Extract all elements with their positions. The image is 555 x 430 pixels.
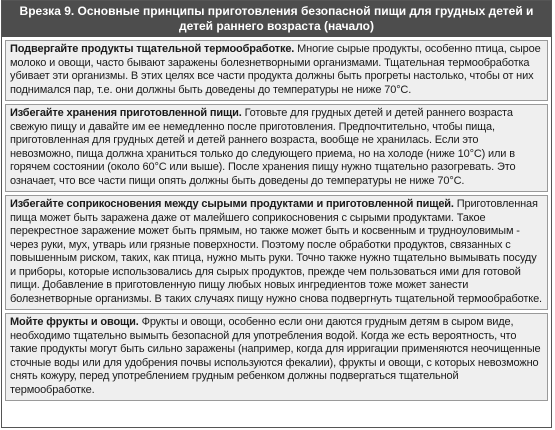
section-body: Фрукты и овощи, особенно если они даются грудным детям в сыром виде, необходимо тщательно вымыть безопасной для употребления водой. Когда же есть вероятность, что такие продукты могут быть сильно заражены (например, когда для ирригации применяются неочищенные сточные воды или для удобрения почвы используются фекалии), фрукты и овощи, с которых невозможно снять кожуру, перед употреблением грудным ребенком должны подвергаться тщательной термообработке. [10, 316, 541, 396]
section-body: Многие сырые продукты, особенно птица, сырое молоко и овощи, часто бывают заражены болезнетворными организмами. Тщательная термообработка убивает эти организмы. В этих целях все части продукта должны быть прогреты настолько, чтобы от них поднимался пар, т.е. они должны быть доведены до температуры не ниже 70°C. [10, 43, 541, 96]
section-heat-treatment [5, 40, 548, 101]
section-wash-produce [5, 313, 548, 401]
section-lead: Мойте фрукты и овощи. [10, 316, 139, 328]
section-body: Приготовленная пища может быть заражена даже от малейшего соприкосновения с сырыми продуктами. Такое перекрестное заражение может быть прямым, но также может быть и косвенным и трудноуловимым - через руки, мух, утварь или грязные поверхности. Поэтому после обработки продуктов, связанных с повышенным риском, таких, как птица, нужно мыть руки. Точно также нужно тщательно вымывать посуду и приборы, которые использовались для сырых продуктов, прежде чем пользоваться ими для готовой пищи. Добавление в приготовленную пищу любых новых ингредиентов тоже может занести болезнетворные организмы. В таких случаях пищу нужно снова подвергнуть тщательной термообработке. [10, 198, 542, 305]
box-title: Врезка 9. Основные принципы приготовления безопасной пищи для грудных детей и детей раннего возраста (начало) [2, 1, 551, 37]
section-avoid-storage [5, 104, 548, 192]
section-cross-contamination [5, 195, 548, 310]
section-lead: Подвергайте продукты тщательной термообработке. [10, 43, 295, 55]
info-box [1, 0, 552, 428]
section-body: Готовьте для грудных детей и детей раннего возраста свежую пищу и давайте им ее немедленно после приготовления. Предпочтительно, чтобы пища, приготовленная для грудных детей и детей раннего возраста, вообще не хранилась. Если это невозможно, пища должна храниться только до следующего приема, но на холоде (ниже 10°C) или в горячем состоянии (около 60°C или выше). После хранения пищу нужно тщательно разогревать. Это означает, что все части пищи опять должны быть доведены до температуры не ниже 70°C. [10, 107, 516, 187]
section-lead: Избегайте соприкосновения между сырыми продуктами и приготовленной пищей. [10, 198, 454, 210]
section-lead: Избегайте хранения приготовленной пищи. [10, 107, 242, 119]
